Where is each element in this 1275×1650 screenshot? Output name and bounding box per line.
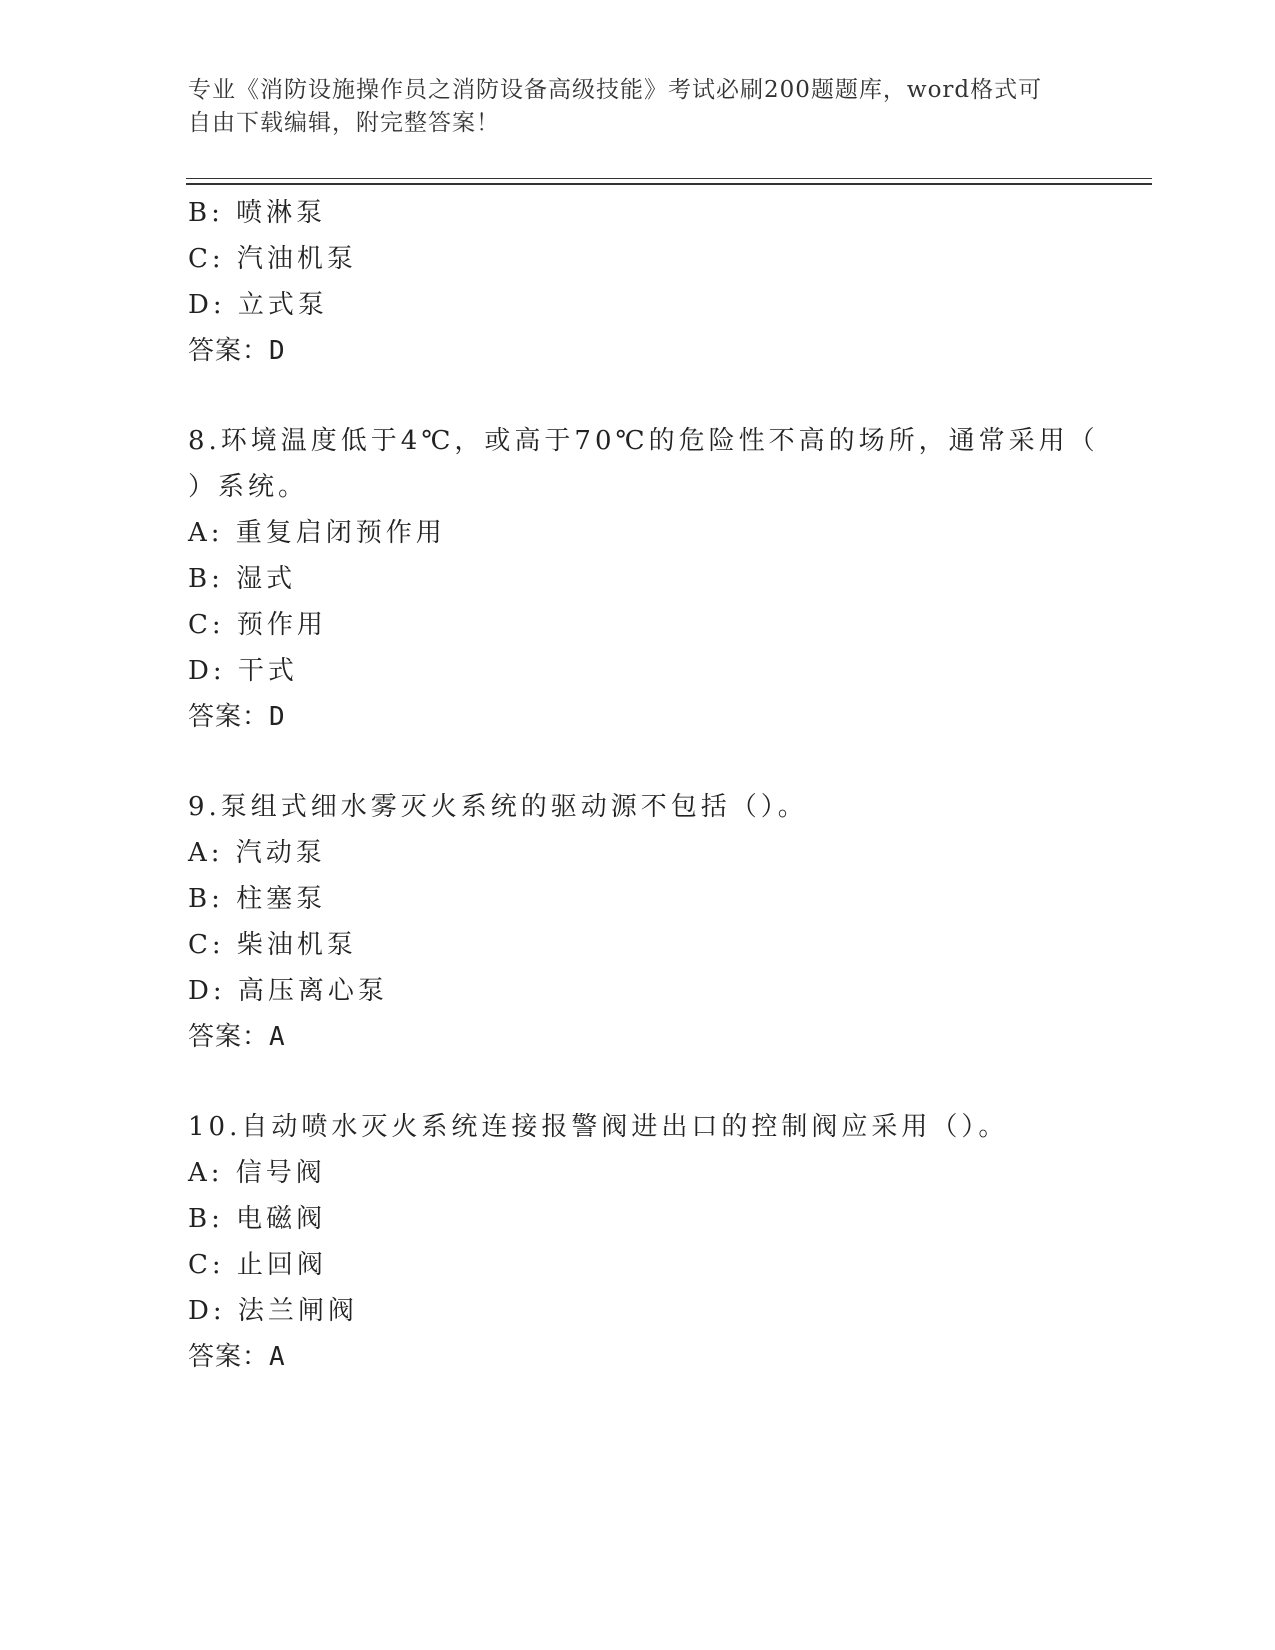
question-stem: 10.自动喷水灭火系统连接报警阀进出口的控制阀应采用（）。 xyxy=(188,1112,1009,1142)
option-d: D: 立式泵 xyxy=(188,290,328,320)
option-d: D: 高压离心泵 xyxy=(188,976,388,1006)
option-b: B: 柱塞泵 xyxy=(188,884,327,914)
question-stem: 8.环境温度低于4℃，或高于70℃的危险性不高的场所，通常采用（ xyxy=(188,426,1099,456)
answer-line: 答案：D xyxy=(188,336,286,366)
option-b: B: 喷淋泵 xyxy=(188,198,327,228)
document-header xyxy=(188,74,1068,140)
question-8 xyxy=(188,418,1099,740)
question-stem: 9.泵组式细水雾灭火系统的驱动源不包括（）。 xyxy=(188,792,808,822)
answer-line: 答案：A xyxy=(188,1022,286,1052)
header-line-2: 自由下载编辑，附完整答案！ xyxy=(188,110,500,136)
option-d: D: 干式 xyxy=(188,656,298,686)
header-divider-thin xyxy=(186,178,1152,179)
option-b: B: 湿式 xyxy=(188,564,297,594)
spacer xyxy=(188,1060,1088,1104)
spacer xyxy=(188,374,1088,418)
option-c: C: 汽油机泵 xyxy=(188,244,357,274)
option-c: C: 预作用 xyxy=(188,610,327,640)
question-9 xyxy=(188,784,1088,1060)
question-content xyxy=(188,190,1099,1380)
option-d: D: 法兰闸阀 xyxy=(188,1296,358,1326)
question-10 xyxy=(188,1104,1088,1380)
option-a: A: 信号阀 xyxy=(188,1158,326,1188)
option-b: B: 电磁阀 xyxy=(188,1204,327,1234)
question-stem: ）系统。 xyxy=(188,472,309,502)
option-a: A: 重复启闭预作用 xyxy=(188,518,446,548)
option-c: C: 柴油机泵 xyxy=(188,930,357,960)
answer-line: 答案：D xyxy=(188,702,286,732)
answer-line: 答案：A xyxy=(188,1342,286,1372)
header-divider-thick xyxy=(186,183,1152,185)
spacer xyxy=(188,740,1088,784)
option-a: A: 汽动泵 xyxy=(188,838,326,868)
option-c: C: 止回阀 xyxy=(188,1250,327,1280)
header-line-1: 专业《消防设施操作员之消防设备高级技能》考试必刷200题题库，word格式可 xyxy=(188,77,1043,103)
previous-question-block xyxy=(188,190,1088,374)
